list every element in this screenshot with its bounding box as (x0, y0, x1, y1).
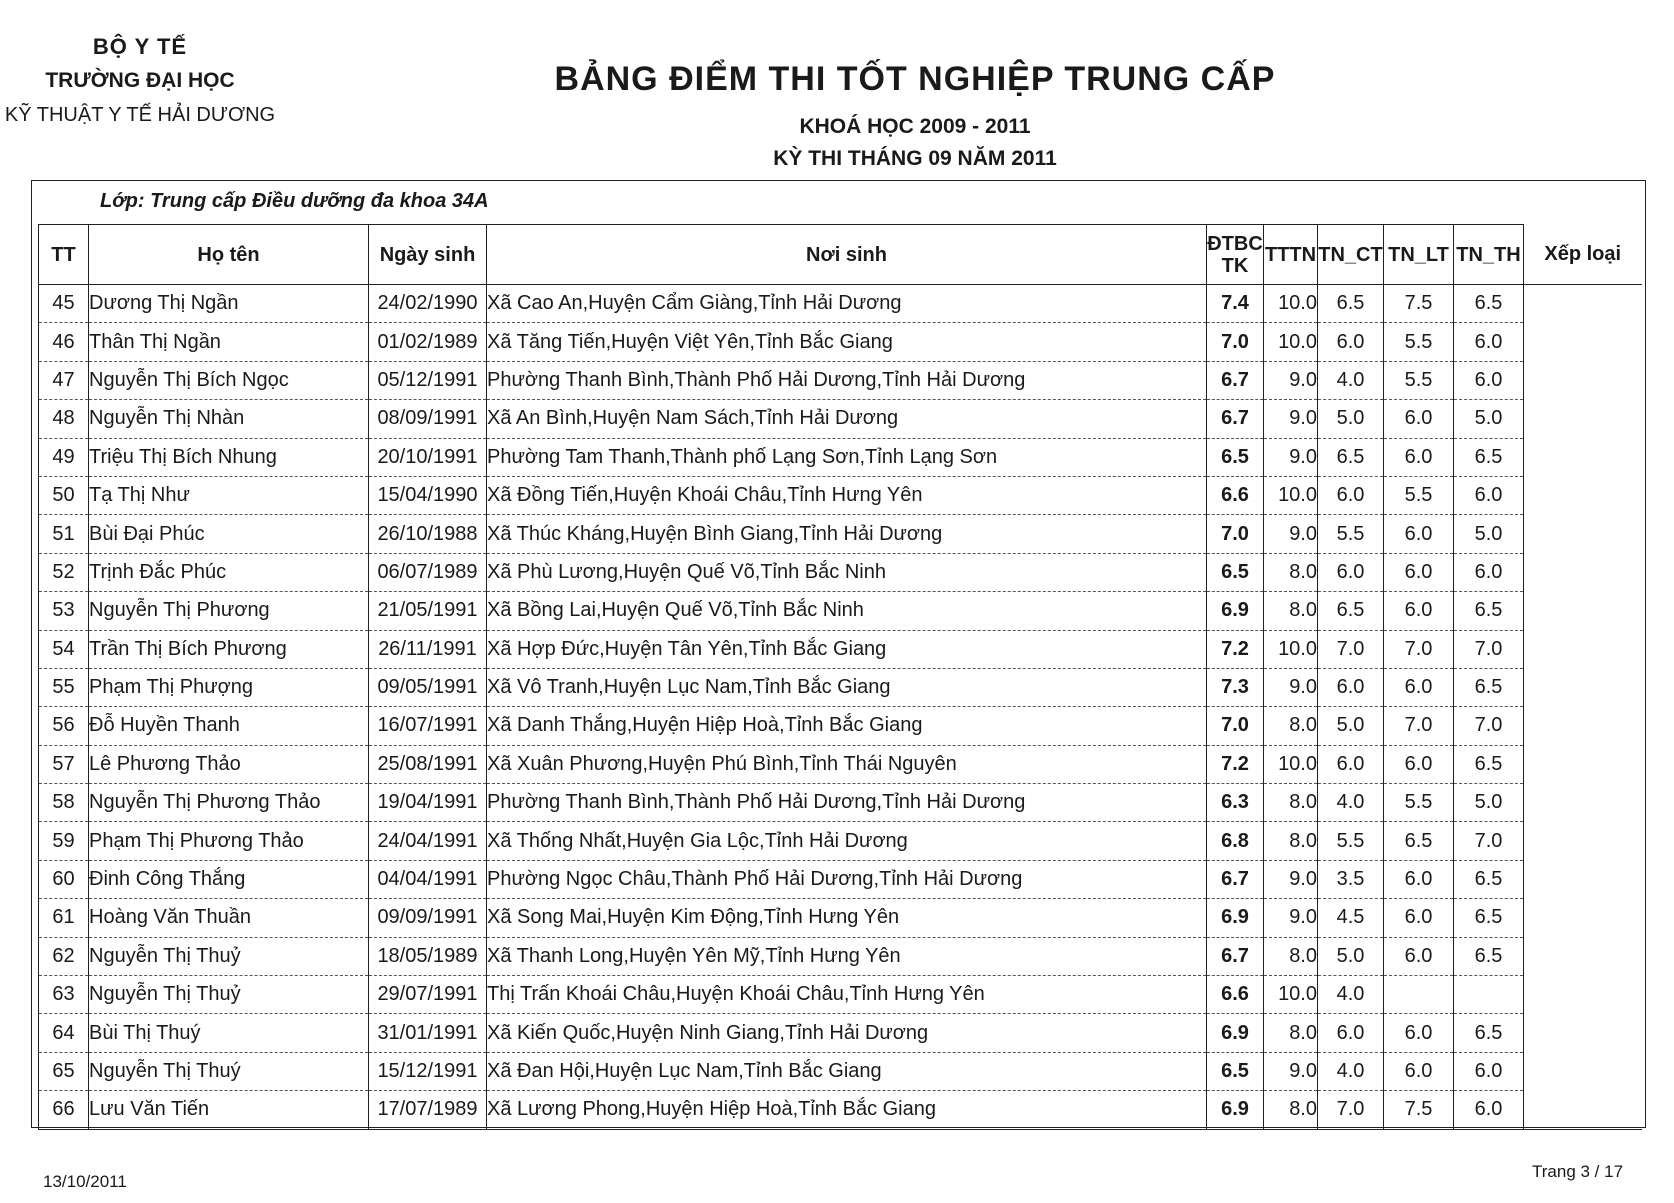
cell-tttn: 9.0 (1264, 438, 1318, 476)
cell-tn-th: 6.5 (1454, 1014, 1524, 1052)
table-row (39, 361, 1642, 399)
cell-tn-lt: 6.0 (1384, 438, 1454, 476)
ministry-name: BỘ Y TẾ (92, 34, 188, 59)
cell-tn-ct: 7.0 (1318, 630, 1384, 668)
col-header-tn-th: TN_TH (1454, 225, 1524, 285)
cell-name: Lê Phương Thảo (89, 745, 369, 783)
cell-tn-th: 6.0 (1454, 1091, 1524, 1129)
cell-tn-ct: 6.0 (1318, 323, 1384, 361)
cell-tn-ct: 4.0 (1318, 784, 1384, 822)
cell-name: Đinh Công Thắng (89, 860, 369, 898)
cell-dtbc: 7.0 (1207, 707, 1264, 745)
cell-tn-lt: 5.5 (1384, 361, 1454, 399)
cell-name: Nguyễn Thị Nhàn (89, 400, 369, 438)
cell-dob: 24/04/1991 (369, 822, 487, 860)
cell-tt: 54 (39, 630, 89, 668)
cell-tn-lt: 6.0 (1384, 1014, 1454, 1052)
cell-birthplace: Phường Tam Thanh,Thành phố Lạng Sơn,Tỉnh Lạng Sơn (487, 438, 1207, 476)
table-row (39, 1052, 1642, 1090)
cell-dob: 18/05/1989 (369, 937, 487, 975)
cell-tn-lt: 6.0 (1384, 745, 1454, 783)
cell-dtbc: 6.7 (1207, 860, 1264, 898)
cell-name: Phạm Thị Phượng (89, 668, 369, 706)
cell-tt: 61 (39, 899, 89, 937)
cell-tn-lt: 6.0 (1384, 937, 1454, 975)
cell-tn-th: 7.0 (1454, 630, 1524, 668)
cell-name: Phạm Thị Phương Thảo (89, 822, 369, 860)
cell-name: Đỗ Huyền Thanh (89, 707, 369, 745)
cell-tn-th: 6.0 (1454, 323, 1524, 361)
document-title: BẢNG ĐIỂM THI TỐT NGHIỆP TRUNG CẤP (554, 60, 1276, 98)
cell-tttn: 10.0 (1264, 745, 1318, 783)
cell-tttn: 9.0 (1264, 400, 1318, 438)
table-row (39, 1014, 1642, 1052)
cell-tn-th: 6.5 (1454, 438, 1524, 476)
cell-birthplace: Xã Hợp Đức,Huyện Tân Yên,Tỉnh Bắc Giang (487, 630, 1207, 668)
cell-tn-ct: 6.0 (1318, 553, 1384, 591)
table-row (39, 438, 1642, 476)
cell-tttn: 9.0 (1264, 1052, 1318, 1090)
cell-tn-th: 6.5 (1454, 285, 1524, 323)
cell-name: Nguyễn Thị Bích Ngọc (89, 361, 369, 399)
cell-tt: 66 (39, 1091, 89, 1129)
cell-tn-ct: 4.0 (1318, 1052, 1384, 1090)
cell-tn-th: 5.0 (1454, 515, 1524, 553)
cell-birthplace: Thị Trấn Khoái Châu,Huyện Khoái Châu,Tỉnh Hưng Yên (487, 976, 1207, 1014)
cell-dtbc: 6.8 (1207, 822, 1264, 860)
table-row (39, 899, 1642, 937)
table-row (39, 745, 1642, 783)
cell-birthplace: Xã Lương Phong,Huyện Hiệp Hoà,Tỉnh Bắc Giang (487, 1091, 1207, 1129)
cell-tttn: 8.0 (1264, 707, 1318, 745)
cell-rank (1524, 822, 1642, 860)
cell-birthplace: Xã Đồng Tiến,Huyện Khoái Châu,Tỉnh Hưng Yên (487, 476, 1207, 514)
col-header-tt: TT (39, 225, 89, 285)
table-header-row (39, 225, 1642, 285)
cell-tt: 52 (39, 553, 89, 591)
cell-tt: 57 (39, 745, 89, 783)
cell-rank (1524, 860, 1642, 898)
table-row (39, 630, 1642, 668)
cell-rank (1524, 630, 1642, 668)
cell-dtbc: 6.9 (1207, 899, 1264, 937)
cell-dob: 04/04/1991 (369, 860, 487, 898)
cell-rank (1524, 899, 1642, 937)
cell-dob: 01/02/1989 (369, 323, 487, 361)
table-row (39, 976, 1642, 1014)
cell-rank (1524, 668, 1642, 706)
cell-dob: 16/07/1991 (369, 707, 487, 745)
cell-dob: 17/07/1989 (369, 1091, 487, 1129)
cell-tt: 60 (39, 860, 89, 898)
col-header-tn-lt: TN_LT (1384, 225, 1454, 285)
cell-tn-ct: 5.0 (1318, 707, 1384, 745)
cell-tt: 46 (39, 323, 89, 361)
cell-tttn: 10.0 (1264, 630, 1318, 668)
cell-birthplace: Xã Song Mai,Huyện Kim Động,Tỉnh Hưng Yên (487, 899, 1207, 937)
cell-dtbc: 6.3 (1207, 784, 1264, 822)
cell-birthplace: Phường Thanh Bình,Thành Phố Hải Dương,Tỉnh Hải Dương (487, 784, 1207, 822)
cell-birthplace: Xã Bồng Lai,Huyện Quế Võ,Tỉnh Bắc Ninh (487, 592, 1207, 630)
cell-tn-th: 6.5 (1454, 668, 1524, 706)
cell-tt: 59 (39, 822, 89, 860)
cell-dob: 06/07/1989 (369, 553, 487, 591)
cell-tttn: 8.0 (1264, 592, 1318, 630)
cell-tn-th (1454, 976, 1524, 1014)
cell-birthplace: Xã An Bình,Huyện Nam Sách,Tỉnh Hải Dương (487, 400, 1207, 438)
cell-name: Nguyễn Thị Thuỷ (89, 937, 369, 975)
cell-tn-ct: 6.5 (1318, 438, 1384, 476)
table-row (39, 1091, 1642, 1129)
table-row (39, 553, 1642, 591)
cell-name: Bùi Đại Phúc (89, 515, 369, 553)
cell-tt: 65 (39, 1052, 89, 1090)
cell-tn-th: 6.5 (1454, 745, 1524, 783)
cell-tn-lt: 7.0 (1384, 630, 1454, 668)
cell-dtbc: 6.9 (1207, 592, 1264, 630)
cell-birthplace: Xã Phù Lương,Huyện Quế Võ,Tỉnh Bắc Ninh (487, 553, 1207, 591)
col-header-dtbc (1207, 225, 1264, 285)
cell-dtbc: 6.7 (1207, 937, 1264, 975)
cell-dtbc: 6.5 (1207, 553, 1264, 591)
cell-name: Trịnh Đắc Phúc (89, 553, 369, 591)
cell-tn-th: 6.5 (1454, 592, 1524, 630)
cell-tn-ct: 4.5 (1318, 899, 1384, 937)
cell-tt: 63 (39, 976, 89, 1014)
cell-tn-lt: 6.0 (1384, 860, 1454, 898)
table-row (39, 860, 1642, 898)
cell-tn-ct: 6.0 (1318, 668, 1384, 706)
cell-tttn: 8.0 (1264, 937, 1318, 975)
cell-tn-ct: 6.5 (1318, 592, 1384, 630)
cell-dtbc: 7.2 (1207, 745, 1264, 783)
cell-tn-lt: 6.5 (1384, 822, 1454, 860)
cell-dob: 21/05/1991 (369, 592, 487, 630)
cell-dtbc: 6.5 (1207, 438, 1264, 476)
cell-dob: 09/05/1991 (369, 668, 487, 706)
cell-tn-th: 6.0 (1454, 361, 1524, 399)
cell-tn-ct: 6.0 (1318, 745, 1384, 783)
cell-tt: 49 (39, 438, 89, 476)
cell-tn-lt: 6.0 (1384, 515, 1454, 553)
cell-dob: 05/12/1991 (369, 361, 487, 399)
cell-rank (1524, 592, 1642, 630)
cell-tt: 48 (39, 400, 89, 438)
cell-name: Lưu Văn Tiến (89, 1091, 369, 1129)
cell-rank (1524, 323, 1642, 361)
cell-tn-th: 5.0 (1454, 400, 1524, 438)
col-header-name: Họ tên (89, 225, 369, 285)
cell-birthplace: Phường Ngọc Châu,Thành Phố Hải Dương,Tỉnh Hải Dương (487, 860, 1207, 898)
cell-tn-th: 6.0 (1454, 476, 1524, 514)
cell-tttn: 8.0 (1264, 1091, 1318, 1129)
col-header-dtbc-line2: TK (1221, 254, 1249, 277)
cell-tn-ct: 4.0 (1318, 361, 1384, 399)
cell-tn-th: 6.0 (1454, 1052, 1524, 1090)
cell-dtbc: 7.0 (1207, 515, 1264, 553)
cell-dob: 19/04/1991 (369, 784, 487, 822)
cell-tt: 56 (39, 707, 89, 745)
cell-dob: 31/01/1991 (369, 1014, 487, 1052)
cell-tt: 58 (39, 784, 89, 822)
cell-tn-ct: 4.0 (1318, 976, 1384, 1014)
cell-rank (1524, 400, 1642, 438)
cell-tn-ct: 3.5 (1318, 860, 1384, 898)
cell-tn-ct: 5.5 (1318, 822, 1384, 860)
cell-tn-th: 7.0 (1454, 822, 1524, 860)
cell-rank (1524, 285, 1642, 323)
cell-rank (1524, 361, 1642, 399)
cell-dtbc: 6.7 (1207, 400, 1264, 438)
cell-name: Tạ Thị Như (89, 476, 369, 514)
document-title-block (500, 60, 1330, 171)
cell-birthplace: Phường Thanh Bình,Thành Phố Hải Dương,Tỉnh Hải Dương (487, 361, 1207, 399)
cell-dob: 09/09/1991 (369, 899, 487, 937)
cell-dtbc: 6.6 (1207, 976, 1264, 1014)
cell-tttn: 8.0 (1264, 553, 1318, 591)
footer-date: 13/10/2011 (43, 1172, 127, 1191)
cell-tttn: 9.0 (1264, 361, 1318, 399)
cell-tn-lt: 6.0 (1384, 592, 1454, 630)
cell-rank (1524, 976, 1642, 1014)
school-name-line2: KỸ THUẬT Y TẾ HẢI DƯƠNG (4, 104, 276, 126)
cell-rank (1524, 937, 1642, 975)
grades-table (38, 224, 1642, 1130)
cell-tn-ct: 6.5 (1318, 285, 1384, 323)
cell-birthplace: Xã Vô Tranh,Huyện Lục Nam,Tỉnh Bắc Giang (487, 668, 1207, 706)
cell-tn-lt (1384, 976, 1454, 1014)
cell-tn-lt: 6.0 (1384, 668, 1454, 706)
cell-tn-th: 6.0 (1454, 553, 1524, 591)
table-row (39, 515, 1642, 553)
cell-birthplace: Xã Danh Thắng,Huyện Hiệp Hoà,Tỉnh Bắc Giang (487, 707, 1207, 745)
cell-rank (1524, 707, 1642, 745)
course-subtitle: KHOÁ HỌC 2009 - 2011 (799, 115, 1031, 138)
cell-name: Thân Thị Ngần (89, 323, 369, 361)
cell-rank (1524, 1014, 1642, 1052)
cell-tn-th: 6.5 (1454, 899, 1524, 937)
cell-rank (1524, 438, 1642, 476)
cell-birthplace: Xã Kiến Quốc,Huyện Ninh Giang,Tỉnh Hải Dương (487, 1014, 1207, 1052)
cell-dob: 20/10/1991 (369, 438, 487, 476)
class-label: Lớp: Trung cấp Điều dưỡng đa khoa 34A (100, 190, 489, 212)
cell-tttn: 10.0 (1264, 323, 1318, 361)
cell-tn-ct: 5.0 (1318, 400, 1384, 438)
cell-tn-lt: 6.0 (1384, 553, 1454, 591)
col-header-birthplace: Nơi sinh (487, 225, 1207, 285)
cell-dob: 24/02/1990 (369, 285, 487, 323)
cell-tn-lt: 6.0 (1384, 899, 1454, 937)
table-body (39, 285, 1642, 1130)
table-row (39, 707, 1642, 745)
col-header-dob: Ngày sinh (369, 225, 487, 285)
cell-tttn: 10.0 (1264, 285, 1318, 323)
cell-dob: 29/07/1991 (369, 976, 487, 1014)
cell-tn-lt: 6.0 (1384, 1052, 1454, 1090)
cell-dob: 15/04/1990 (369, 476, 487, 514)
cell-dtbc: 6.6 (1207, 476, 1264, 514)
cell-birthplace: Xã Thúc Kháng,Huyện Bình Giang,Tỉnh Hải Dương (487, 515, 1207, 553)
cell-tt: 62 (39, 937, 89, 975)
cell-tn-lt: 5.5 (1384, 784, 1454, 822)
cell-tttn: 9.0 (1264, 860, 1318, 898)
table-row (39, 285, 1642, 323)
cell-name: Bùi Thị Thuý (89, 1014, 369, 1052)
cell-name: Trần Thị Bích Phương (89, 630, 369, 668)
cell-dtbc: 6.7 (1207, 361, 1264, 399)
footer-page-number: Trang 3 / 17 (1532, 1162, 1624, 1181)
cell-tt: 45 (39, 285, 89, 323)
table-row (39, 476, 1642, 514)
table-row (39, 400, 1642, 438)
cell-birthplace: Xã Cao An,Huyện Cẩm Giàng,Tỉnh Hải Dương (487, 285, 1207, 323)
cell-dob: 15/12/1991 (369, 1052, 487, 1090)
cell-tn-th: 6.5 (1454, 937, 1524, 975)
cell-rank (1524, 1091, 1642, 1129)
cell-tt: 64 (39, 1014, 89, 1052)
cell-tttn: 8.0 (1264, 1014, 1318, 1052)
cell-dob: 08/09/1991 (369, 400, 487, 438)
cell-tt: 47 (39, 361, 89, 399)
cell-name: Nguyễn Thị Thuý (89, 1052, 369, 1090)
exam-subtitle: KỲ THI THÁNG 09 NĂM 2011 (773, 147, 1057, 170)
table-row (39, 822, 1642, 860)
cell-dob: 26/11/1991 (369, 630, 487, 668)
cell-dob: 26/10/1988 (369, 515, 487, 553)
cell-name: Hoàng Văn Thuần (89, 899, 369, 937)
cell-birthplace: Xã Đan Hội,Huyện Lục Nam,Tỉnh Bắc Giang (487, 1052, 1207, 1090)
cell-rank (1524, 745, 1642, 783)
cell-name: Nguyễn Thị Thuỷ (89, 976, 369, 1014)
table-row (39, 784, 1642, 822)
cell-dtbc: 7.4 (1207, 285, 1264, 323)
table-row (39, 668, 1642, 706)
table-row (39, 592, 1642, 630)
cell-dob: 25/08/1991 (369, 745, 487, 783)
cell-dtbc: 7.3 (1207, 668, 1264, 706)
cell-rank (1524, 1052, 1642, 1090)
cell-birthplace: Xã Thống Nhất,Huyện Gia Lộc,Tỉnh Hải Dương (487, 822, 1207, 860)
cell-dtbc: 6.9 (1207, 1014, 1264, 1052)
cell-dtbc: 7.0 (1207, 323, 1264, 361)
cell-tn-ct: 7.0 (1318, 1091, 1384, 1129)
cell-birthplace: Xã Thanh Long,Huyện Yên Mỹ,Tỉnh Hưng Yên (487, 937, 1207, 975)
school-name-line1: TRƯỜNG ĐẠI HỌC (45, 69, 235, 92)
cell-rank (1524, 476, 1642, 514)
cell-name: Nguyễn Thị Phương (89, 592, 369, 630)
cell-tttn: 9.0 (1264, 668, 1318, 706)
cell-tn-th: 5.0 (1454, 784, 1524, 822)
cell-tn-ct: 6.0 (1318, 476, 1384, 514)
cell-tn-lt: 7.5 (1384, 1091, 1454, 1129)
cell-dtbc: 6.9 (1207, 1091, 1264, 1129)
organization-header (0, 30, 280, 132)
cell-dtbc: 6.5 (1207, 1052, 1264, 1090)
table-row (39, 323, 1642, 361)
cell-tttn: 9.0 (1264, 515, 1318, 553)
col-header-rank: Xếp loại (1524, 225, 1642, 285)
cell-tn-lt: 5.5 (1384, 323, 1454, 361)
cell-rank (1524, 515, 1642, 553)
cell-rank (1524, 553, 1642, 591)
cell-tn-ct: 5.0 (1318, 937, 1384, 975)
cell-name: Triệu Thị Bích Nhung (89, 438, 369, 476)
cell-tt: 55 (39, 668, 89, 706)
cell-tt: 51 (39, 515, 89, 553)
cell-tn-th: 6.5 (1454, 860, 1524, 898)
cell-tttn: 10.0 (1264, 976, 1318, 1014)
cell-tttn: 10.0 (1264, 476, 1318, 514)
cell-tn-ct: 5.5 (1318, 515, 1384, 553)
cell-tt: 53 (39, 592, 89, 630)
col-header-tn-ct: TN_CT (1318, 225, 1384, 285)
cell-tttn: 8.0 (1264, 822, 1318, 860)
table-row (39, 937, 1642, 975)
cell-tn-ct: 6.0 (1318, 1014, 1384, 1052)
cell-tn-th: 7.0 (1454, 707, 1524, 745)
cell-birthplace: Xã Xuân Phương,Huyện Phú Bình,Tỉnh Thái Nguyên (487, 745, 1207, 783)
cell-tn-lt: 6.0 (1384, 400, 1454, 438)
cell-tn-lt: 5.5 (1384, 476, 1454, 514)
col-header-tttn: TTTN (1264, 225, 1318, 285)
col-header-dtbc-line1: ĐTBC (1207, 232, 1263, 255)
cell-rank (1524, 784, 1642, 822)
cell-tt: 50 (39, 476, 89, 514)
cell-tttn: 9.0 (1264, 899, 1318, 937)
cell-name: Dương Thị Ngần (89, 285, 369, 323)
cell-tn-lt: 7.5 (1384, 285, 1454, 323)
cell-dtbc: 7.2 (1207, 630, 1264, 668)
cell-tttn: 8.0 (1264, 784, 1318, 822)
cell-name: Nguyễn Thị Phương Thảo (89, 784, 369, 822)
cell-tn-lt: 7.0 (1384, 707, 1454, 745)
cell-birthplace: Xã Tăng Tiến,Huyện Việt Yên,Tỉnh Bắc Giang (487, 323, 1207, 361)
